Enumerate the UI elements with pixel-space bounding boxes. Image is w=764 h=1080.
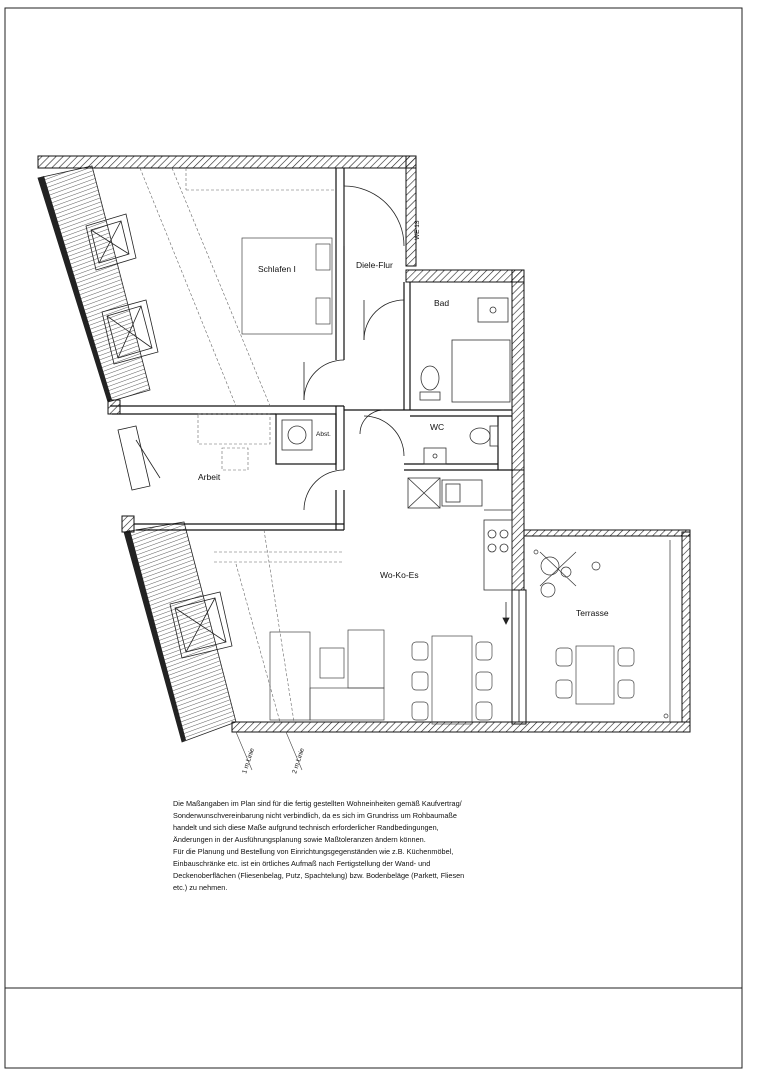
desk-arbeit (198, 414, 270, 470)
unit-label: WE 13 (414, 220, 421, 240)
notes-paragraph-2: Für die Planung und Bestellung von Einrichtungsgegenständen wie z.B. Küchenmöbel, Einbauschränke etc. ist ein örtliches Aufmaß nach Fertigstellung der Wand- und Deckenoberflächen (Fliesenbelag, Putz, Spachtelung) bzw. Bodenbeläge (Parkett, Fliesen etc.) zu nehmen. (173, 847, 465, 892)
doors (304, 186, 404, 510)
bed (242, 238, 332, 334)
sofa (270, 630, 384, 720)
room-label-schlafen: Schlafen I (258, 264, 296, 274)
notes-paragraph-1: Die Maßangaben im Plan sind für die fertig gestellten Wohneinheiten gemäß Kaufvertrag/ Sonderwunschvereinbarung nicht verbindlich, da es sich im Grundriss um Rohbaumaße handelt und sich diese Maße aufgrund technisch erforderlicher Randbedingungen, Änderungen in der Ausführungsplanung sowie Maßtoleranzen ändern können. (173, 799, 462, 844)
plant-icon (534, 550, 600, 597)
room-label-diele: Diele-Flur (356, 260, 393, 270)
exterior-walls (38, 156, 690, 732)
height-line-label-2: 2 m Linie (291, 747, 307, 775)
room-label-bad: Bad (434, 298, 450, 308)
kitchen-counter (408, 478, 512, 590)
roof-strip-lower (124, 522, 236, 742)
terrace-gutter (664, 540, 670, 722)
roof-strip-upper (38, 166, 150, 402)
entry-arrow-icon (503, 602, 509, 624)
washer-abst (282, 420, 312, 450)
room-label-wokoes: Wo-Ko-Es (380, 570, 419, 580)
arbeit-window (118, 426, 160, 490)
wardrobe-lines (140, 168, 336, 406)
plan-notes (173, 798, 473, 894)
living-shelf (214, 530, 344, 722)
room-label-wc: WC (430, 422, 445, 432)
dining-table (412, 636, 492, 724)
room-label-arbeit: Arbeit (198, 472, 221, 482)
bath-fixtures (420, 298, 510, 464)
room-label-abst: Abst. (316, 431, 331, 438)
height-line-label-1: 1 m Linie (241, 747, 257, 775)
room-label-terrasse: Terrasse (576, 608, 609, 618)
terrace-table (556, 646, 634, 704)
